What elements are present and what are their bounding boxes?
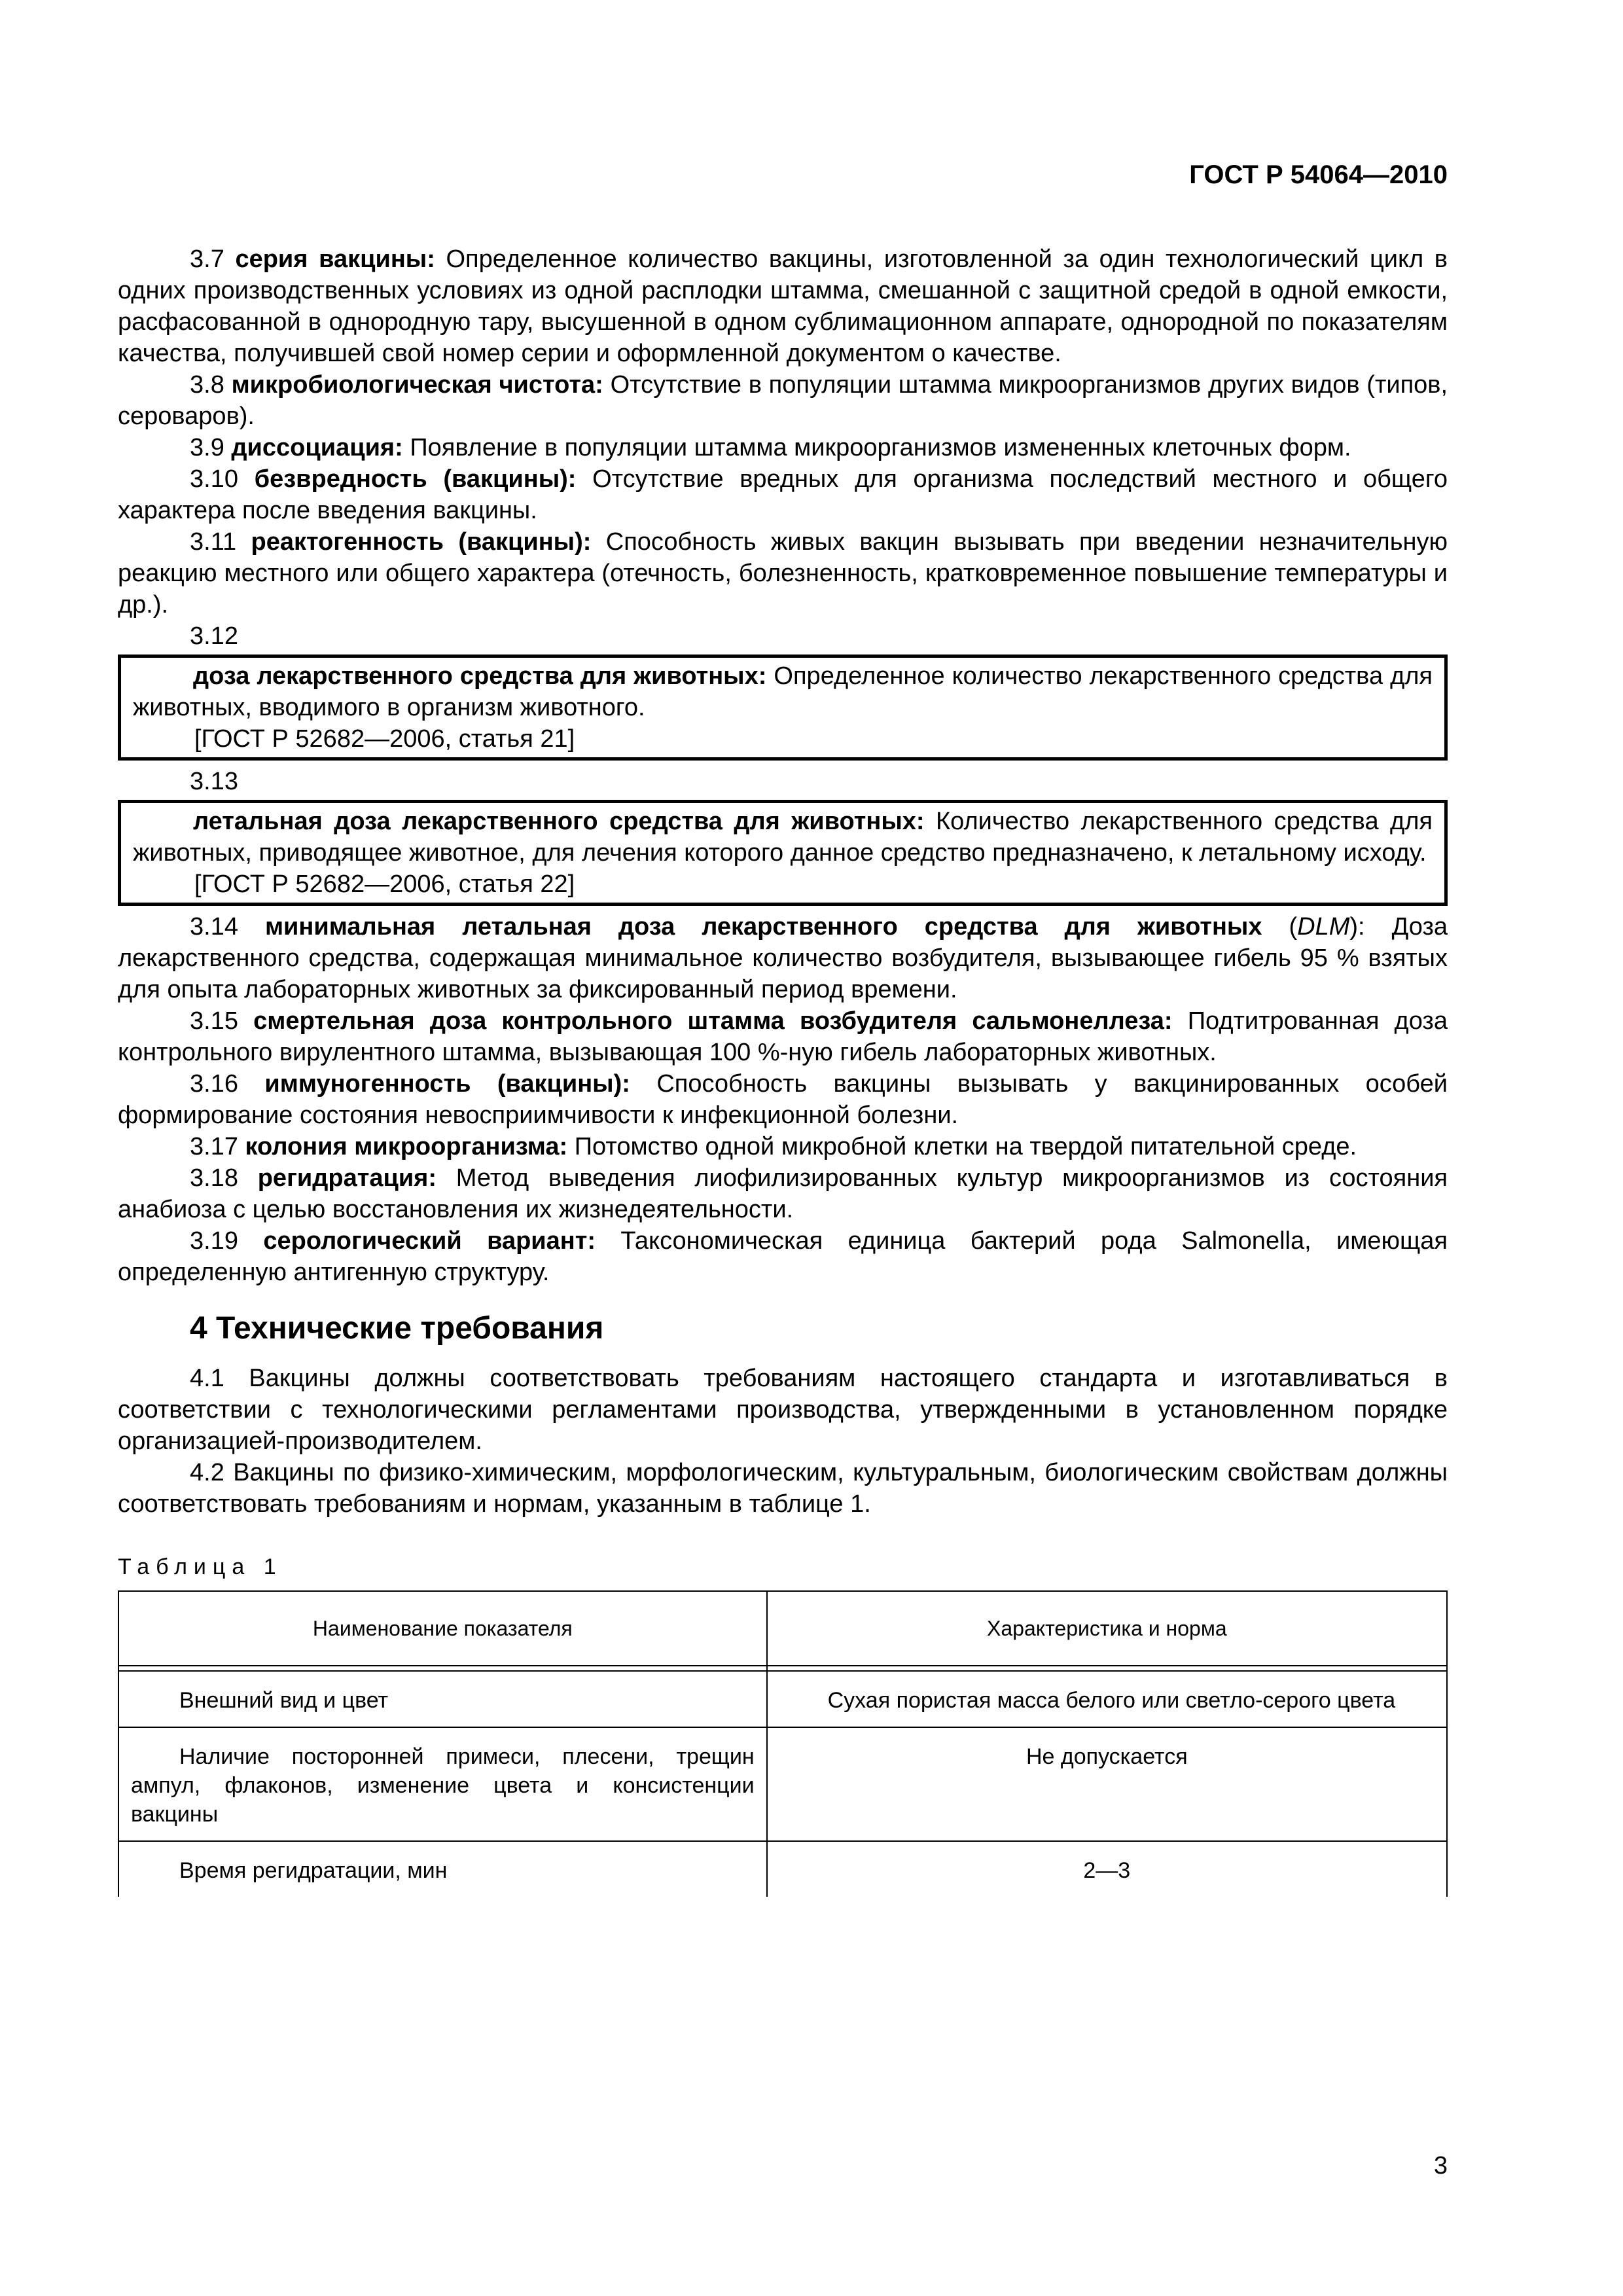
document-body — [118, 243, 1448, 1897]
definition-text: Доза лекарственного средства, содержащая минимальное количество возбудителя, вызывающее гибель 95 % взятых для опыта лабораторных животных за фиксированный период времени. — [118, 913, 1448, 1003]
definition-text: Определенное количество вакцины, изготовленной за один технологический цикл в одних производственных условиях из одной расплодки штамма, смешанной с защитной средой в одной емкости, расфасованной в однородную тару, высушенной в одном сублимационном аппарате, однородной по показателям качества, получившей свой номер серии и оформленной документом о качестве. — [118, 245, 1448, 367]
definition-text: Появление в популяции штамма микроорганизмов измененных клеточных форм. — [410, 434, 1351, 461]
requirements-table — [118, 1590, 1448, 1897]
definition-3-14 — [118, 911, 1448, 1005]
definition-3-18 — [118, 1162, 1448, 1225]
definition-3-10 — [118, 463, 1448, 526]
source-reference: [ГОСТ Р 52682—2006, статья 22] — [194, 870, 575, 898]
term: летальная доза лекарственного средства для животных: — [193, 808, 925, 835]
definition-text: Таксономическая единица бактерий рода Salmonella, имеющая определенную антигенную структуру. — [118, 1227, 1448, 1286]
quoted-definition-box — [118, 800, 1448, 906]
clause-number-3-13: 3.13 — [190, 768, 238, 795]
term: доза лекарственного средства для животных: — [193, 662, 767, 690]
paragraph-4-2: 4.2 Вакцины по физико-химическим, морфологическим, культуральным, биологическим свойствам должны соответствовать требованиям и нормам, указанным в таблице 1. — [118, 1459, 1448, 1518]
cell-text: Сухая пористая масса белого или светло-серого цвета — [827, 1688, 1396, 1713]
term: смертельная доза контрольного штамма возбудителя сальмонеллеза: — [253, 1007, 1173, 1035]
term: диссоциация: — [231, 434, 403, 461]
definition-text: Подтитрованная доза контрольного вирулентного штамма, вызывающая 100 %-ную гибель лабораторных животных. — [118, 1007, 1448, 1066]
definition-text: Метод выведения лиофилизированных культур микроорганизмов из состояния анабиоза с целью восстановления их жизнедеятельности. — [118, 1164, 1448, 1223]
definition-3-19 — [118, 1225, 1448, 1288]
table-row — [118, 1841, 1447, 1897]
paragraph-4-1: 4.1 Вакцины должны соответствовать требованиям настоящего стандарта и изготавливаться в соответствии с технологическими регламентами производства, утвержденными в установленном порядке организацией-производителем. — [118, 1365, 1448, 1455]
table-header-row — [118, 1591, 1447, 1666]
term: серия вакцины: — [235, 245, 435, 273]
clause-number: 3.7 — [190, 245, 224, 273]
table-row — [118, 1671, 1447, 1727]
column-header: Наименование показателя — [118, 1591, 767, 1666]
paren-close: ): — [1349, 913, 1365, 941]
quoted-definition-box — [118, 655, 1448, 761]
definition-text: Отсутствие в популяции штамма микроорганизмов других видов (типов, сероваров). — [118, 371, 1448, 430]
term: микробиологическая чистота: — [231, 371, 603, 399]
term: минимальная летальная доза лекарственного средства для животных — [264, 913, 1262, 941]
clause-number: 3.11 — [190, 528, 237, 556]
cell-text: Внешний вид и цвет — [179, 1688, 389, 1713]
source-reference: [ГОСТ Р 52682—2006, статья 21] — [194, 725, 575, 753]
term: колония микроорганизма: — [245, 1133, 568, 1160]
clause-number: 3.10 — [190, 465, 238, 493]
abbreviation: DLM — [1297, 913, 1350, 941]
definition-text: Способность живых вакцин вызывать при введении незначительную реакцию местного или общего характера (отечность, болезненность, кратковременное повышение температуры и др.). — [118, 528, 1448, 619]
definition-3-8 — [118, 369, 1448, 432]
table-cell — [118, 1727, 767, 1841]
section-heading: 4 Технические требования — [190, 1311, 604, 1346]
definition-3-7 — [118, 243, 1448, 369]
table-cell: Не допускается — [767, 1727, 1447, 1841]
definition-text: Способность вакцины вызывать у вакцинированных особей формирование состояния невосприимчивости к инфекционной болезни. — [118, 1070, 1448, 1129]
document-id: ГОСТ Р 54064—2010 — [1189, 160, 1448, 189]
cell-text: Наличие посторонней примеси, плесени, трещин ампул, флаконов, изменение цвета и консистенции вакцины — [131, 1744, 755, 1827]
term: серологический вариант: — [263, 1227, 596, 1255]
definition-3-16 — [118, 1068, 1448, 1131]
term: безвредность (вакцины): — [254, 465, 577, 493]
cell-text: Время регидратации, мин — [179, 1858, 448, 1883]
clause-number: 3.9 — [190, 434, 224, 461]
table-cell — [118, 1671, 767, 1727]
definition-3-13 — [133, 806, 1433, 869]
clause-number: 3.17 — [190, 1133, 238, 1160]
clause-number: 3.19 — [190, 1227, 238, 1255]
clause-number-3-12: 3.12 — [190, 622, 238, 650]
table-cell — [767, 1671, 1447, 1727]
header-separator — [118, 1666, 1447, 1671]
definition-3-15 — [118, 1005, 1448, 1068]
definition-3-12 — [133, 660, 1433, 723]
term: реактогенность (вакцины): — [251, 528, 592, 556]
clause-number: 3.14 — [190, 913, 238, 941]
table-caption: Таблица 1 — [118, 1554, 283, 1579]
term: иммуногенность (вакцины): — [264, 1070, 630, 1098]
definition-text: Определенное количество лекарственного средства для животных, вводимого в организм животного. — [133, 662, 1433, 721]
table-cell: 2—3 — [767, 1841, 1447, 1897]
clause-number: 3.16 — [190, 1070, 238, 1098]
term: регидратация: — [257, 1164, 437, 1192]
column-header: Характеристика и норма — [767, 1591, 1447, 1666]
definition-3-9 — [118, 432, 1448, 463]
definition-text: Количество лекарственного средства для животных, приводящее животное, для лечения которого данное средство предназначено, к летальному исходу. — [133, 808, 1433, 867]
page-number: 3 — [1433, 2152, 1448, 2179]
table-cell — [118, 1841, 767, 1897]
clause-number: 3.18 — [190, 1164, 238, 1192]
definition-3-11 — [118, 526, 1448, 620]
definition-text: Потомство одной микробной клетки на твердой питательной среде. — [574, 1133, 1357, 1160]
paren-open: ( — [1262, 913, 1298, 941]
definition-text: Отсутствие вредных для организма последствий местного и общего характера после введения вакцины. — [118, 465, 1448, 524]
clause-number: 3.8 — [190, 371, 224, 399]
definition-3-17 — [118, 1131, 1448, 1162]
table-row — [118, 1727, 1447, 1841]
clause-number: 3.15 — [190, 1007, 238, 1035]
